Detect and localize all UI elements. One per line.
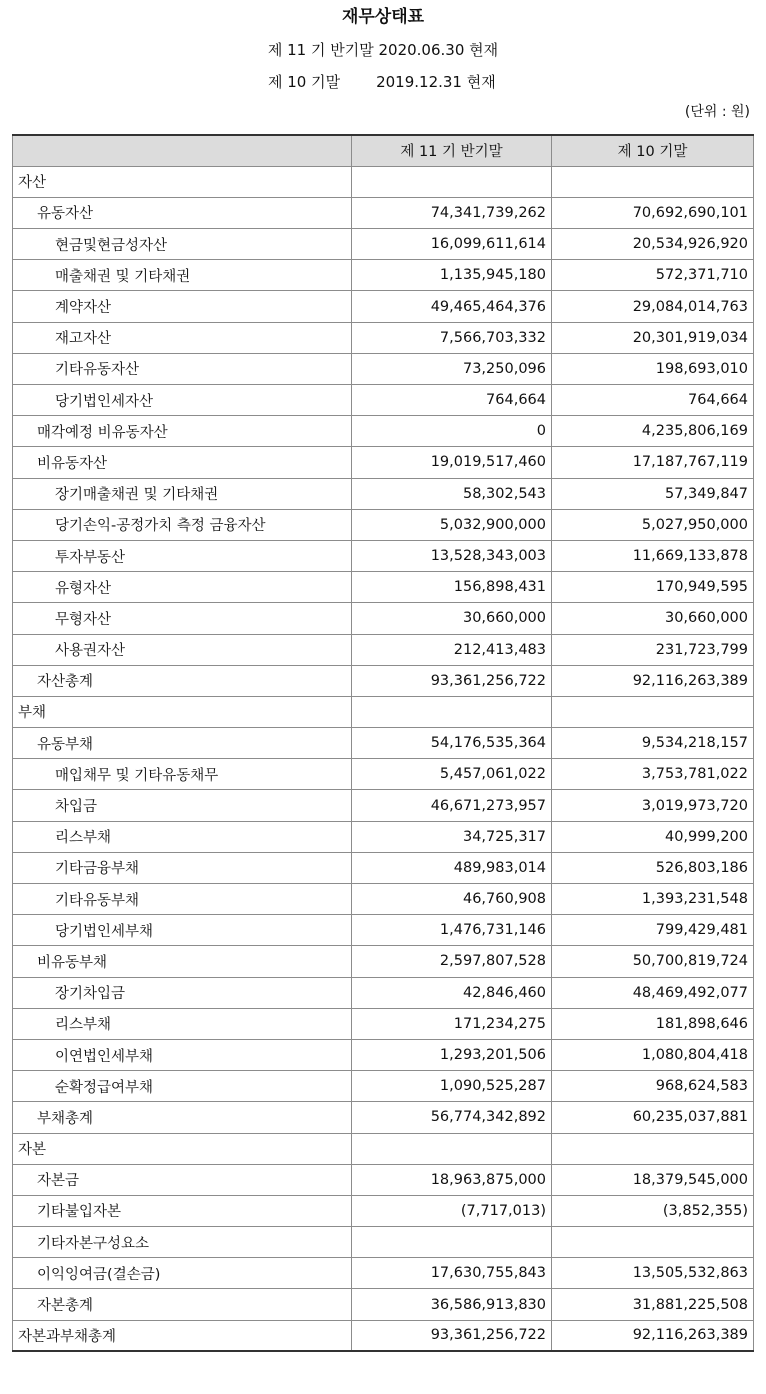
- prior-period-value: 9,534,218,157: [552, 728, 754, 759]
- account-label: 기타유동부채: [13, 884, 352, 915]
- account-label: 투자부동산: [13, 540, 352, 571]
- table-row: [13, 884, 754, 915]
- current-period-value: [352, 1133, 552, 1164]
- account-label: 기타자본구성요소: [13, 1227, 352, 1258]
- account-label: 유동부채: [13, 728, 352, 759]
- current-period-value: 489,983,014: [352, 852, 552, 883]
- table-row: [13, 509, 754, 540]
- current-period-value: 156,898,431: [352, 572, 552, 603]
- current-period-value: [352, 696, 552, 727]
- current-period-value: 19,019,517,460: [352, 447, 552, 478]
- prior-period-value: 92,116,263,389: [552, 1320, 754, 1351]
- current-period-value: 5,457,061,022: [352, 759, 552, 790]
- account-label: 기타유동자산: [13, 353, 352, 384]
- current-period-header: 제 11 기 반기말 2020.06.30 현재: [267, 41, 499, 59]
- account-label: 현금및현금성자산: [13, 229, 352, 260]
- table-body: [13, 166, 754, 1351]
- prior-period-value: 31,881,225,508: [552, 1289, 754, 1320]
- current-period-value: 73,250,096: [352, 353, 552, 384]
- current-period-value: 7,566,703,332: [352, 322, 552, 353]
- table-row: [13, 946, 754, 977]
- prior-period-header: [268, 70, 496, 94]
- table-row: [13, 1008, 754, 1039]
- account-label: 사용권자산: [13, 634, 352, 665]
- current-period-value: 36,586,913,830: [352, 1289, 552, 1320]
- current-period-value: 1,476,731,146: [352, 915, 552, 946]
- table-row: [13, 1320, 754, 1351]
- table-row: [13, 696, 754, 727]
- account-label: 이연법인세부채: [13, 1039, 352, 1070]
- table-row: [13, 416, 754, 447]
- current-period-value: 93,361,256,722: [352, 665, 552, 696]
- prior-period-value: [552, 696, 754, 727]
- account-label: 당기법인세자산: [13, 385, 352, 416]
- table-row: [13, 1164, 754, 1195]
- account-label: 당기법인세부채: [13, 915, 352, 946]
- current-period-value: 1,135,945,180: [352, 260, 552, 291]
- current-period-value: 212,413,483: [352, 634, 552, 665]
- current-period-value: [352, 1227, 552, 1258]
- current-period-value: (7,717,013): [352, 1195, 552, 1226]
- prior-period-value: 1,080,804,418: [552, 1039, 754, 1070]
- current-period-value: 13,528,343,003: [352, 540, 552, 571]
- current-period-value: 0: [352, 416, 552, 447]
- table-row: [13, 197, 754, 228]
- account-label: 자본: [13, 1133, 352, 1164]
- account-label: 자산: [13, 166, 352, 197]
- header-current-period: 제 11 기 반기말: [352, 135, 552, 166]
- prior-period-value: 48,469,492,077: [552, 977, 754, 1008]
- table-row: [13, 1039, 754, 1070]
- account-label: 비유동자산: [13, 447, 352, 478]
- current-period-value: 764,664: [352, 385, 552, 416]
- prior-period-value: 3,019,973,720: [552, 790, 754, 821]
- current-period-value: 74,341,739,262: [352, 197, 552, 228]
- table-row: [13, 540, 754, 571]
- current-period-value: 34,725,317: [352, 821, 552, 852]
- prior-period-value: 968,624,583: [552, 1071, 754, 1102]
- prior-period-value: 18,379,545,000: [552, 1164, 754, 1195]
- account-label: 기타불입자본: [13, 1195, 352, 1226]
- account-label: 리스부채: [13, 821, 352, 852]
- table-row: [13, 1258, 754, 1289]
- prior-period-value: 526,803,186: [552, 852, 754, 883]
- table-row: [13, 166, 754, 197]
- account-label: 자본과부채총계: [13, 1320, 352, 1351]
- table-row: [13, 665, 754, 696]
- account-label: 당기손익-공정가치 측정 금융자산: [13, 509, 352, 540]
- prior-period-value: 170,949,595: [552, 572, 754, 603]
- account-label: 부채: [13, 696, 352, 727]
- account-label: 이익잉여금(결손금): [13, 1258, 352, 1289]
- prior-period-value: [552, 166, 754, 197]
- table-row: [13, 1133, 754, 1164]
- current-period-value: 93,361,256,722: [352, 1320, 552, 1351]
- account-label: 차입금: [13, 790, 352, 821]
- account-label: 장기차입금: [13, 977, 352, 1008]
- account-label: 재고자산: [13, 322, 352, 353]
- account-label: 매입채무 및 기타유동채무: [13, 759, 352, 790]
- prior-period-value: 13,505,532,863: [552, 1258, 754, 1289]
- account-label: 계약자산: [13, 291, 352, 322]
- table-row: [13, 1227, 754, 1258]
- table-row: [13, 821, 754, 852]
- statement-title: 재무상태표: [341, 7, 425, 27]
- account-label: 자산총계: [13, 665, 352, 696]
- prior-period-date: 2019.12.31 현재: [376, 73, 496, 91]
- table-row: [13, 915, 754, 946]
- header-account: [13, 135, 352, 166]
- prior-period-value: 17,187,767,119: [552, 447, 754, 478]
- account-label: 유동자산: [13, 197, 352, 228]
- table-row: [13, 634, 754, 665]
- account-label: 기타금융부채: [13, 852, 352, 883]
- prior-period-value: 11,669,133,878: [552, 540, 754, 571]
- table-row: [13, 759, 754, 790]
- prior-period-value: 5,027,950,000: [552, 509, 754, 540]
- current-period-value: 46,760,908: [352, 884, 552, 915]
- prior-period-value: 60,235,037,881: [552, 1102, 754, 1133]
- table-row: [13, 852, 754, 883]
- table-row: [13, 977, 754, 1008]
- current-period-value: 54,176,535,364: [352, 728, 552, 759]
- prior-period-value: 799,429,481: [552, 915, 754, 946]
- table-row: [13, 1289, 754, 1320]
- prior-period-value: 40,999,200: [552, 821, 754, 852]
- unit-label: (단위 : 원): [684, 104, 750, 120]
- table-row: [13, 728, 754, 759]
- prior-period-value: 30,660,000: [552, 603, 754, 634]
- table-row: [13, 572, 754, 603]
- current-period-value: 5,032,900,000: [352, 509, 552, 540]
- prior-period-value: 29,084,014,763: [552, 291, 754, 322]
- current-period-value: 42,846,460: [352, 977, 552, 1008]
- header-prior-period: 제 10 기말: [552, 135, 754, 166]
- account-label: 부채총계: [13, 1102, 352, 1133]
- balance-sheet-table: [12, 134, 754, 1352]
- prior-period-value: [552, 1227, 754, 1258]
- prior-period-value: 764,664: [552, 385, 754, 416]
- account-label: 유형자산: [13, 572, 352, 603]
- table-row: [13, 1102, 754, 1133]
- account-label: 순확정급여부채: [13, 1071, 352, 1102]
- prior-period-value: 3,753,781,022: [552, 759, 754, 790]
- prior-period-label: 제 10 기말: [268, 73, 341, 91]
- prior-period-value: 198,693,010: [552, 353, 754, 384]
- current-period-value: 1,090,525,287: [352, 1071, 552, 1102]
- prior-period-value: (3,852,355): [552, 1195, 754, 1226]
- current-period-value: 58,302,543: [352, 478, 552, 509]
- account-label: 매각예정 비유동자산: [13, 416, 352, 447]
- account-label: 무형자산: [13, 603, 352, 634]
- prior-period-value: 70,692,690,101: [552, 197, 754, 228]
- table-row: [13, 260, 754, 291]
- prior-period-value: [552, 1133, 754, 1164]
- current-period-value: 171,234,275: [352, 1008, 552, 1039]
- table-row: [13, 385, 754, 416]
- table-header-row: [13, 135, 754, 166]
- prior-period-value: 231,723,799: [552, 634, 754, 665]
- current-period-value: 2,597,807,528: [352, 946, 552, 977]
- table-row: [13, 1195, 754, 1226]
- current-period-value: 18,963,875,000: [352, 1164, 552, 1195]
- current-period-value: [352, 166, 552, 197]
- prior-period-value: 4,235,806,169: [552, 416, 754, 447]
- current-period-value: 30,660,000: [352, 603, 552, 634]
- current-period-value: 56,774,342,892: [352, 1102, 552, 1133]
- table-row: [13, 322, 754, 353]
- current-period-value: 1,293,201,506: [352, 1039, 552, 1070]
- current-period-value: 46,671,273,957: [352, 790, 552, 821]
- prior-period-value: 572,371,710: [552, 260, 754, 291]
- table-row: [13, 229, 754, 260]
- table-row: [13, 478, 754, 509]
- prior-period-value: 20,301,919,034: [552, 322, 754, 353]
- current-period-value: 17,630,755,843: [352, 1258, 552, 1289]
- table-row: [13, 1071, 754, 1102]
- table-row: [13, 603, 754, 634]
- table-row: [13, 447, 754, 478]
- prior-period-value: 57,349,847: [552, 478, 754, 509]
- table-row: [13, 353, 754, 384]
- current-period-value: 49,465,464,376: [352, 291, 552, 322]
- table-row: [13, 291, 754, 322]
- prior-period-value: 50,700,819,724: [552, 946, 754, 977]
- account-label: 자본총계: [13, 1289, 352, 1320]
- prior-period-value: 20,534,926,920: [552, 229, 754, 260]
- prior-period-value: 181,898,646: [552, 1008, 754, 1039]
- account-label: 장기매출채권 및 기타채권: [13, 478, 352, 509]
- account-label: 매출채권 및 기타채권: [13, 260, 352, 291]
- prior-period-value: 92,116,263,389: [552, 665, 754, 696]
- current-period-value: 16,099,611,614: [352, 229, 552, 260]
- account-label: 비유동부채: [13, 946, 352, 977]
- account-label: 자본금: [13, 1164, 352, 1195]
- account-label: 리스부채: [13, 1008, 352, 1039]
- table-row: [13, 790, 754, 821]
- prior-period-value: 1,393,231,548: [552, 884, 754, 915]
